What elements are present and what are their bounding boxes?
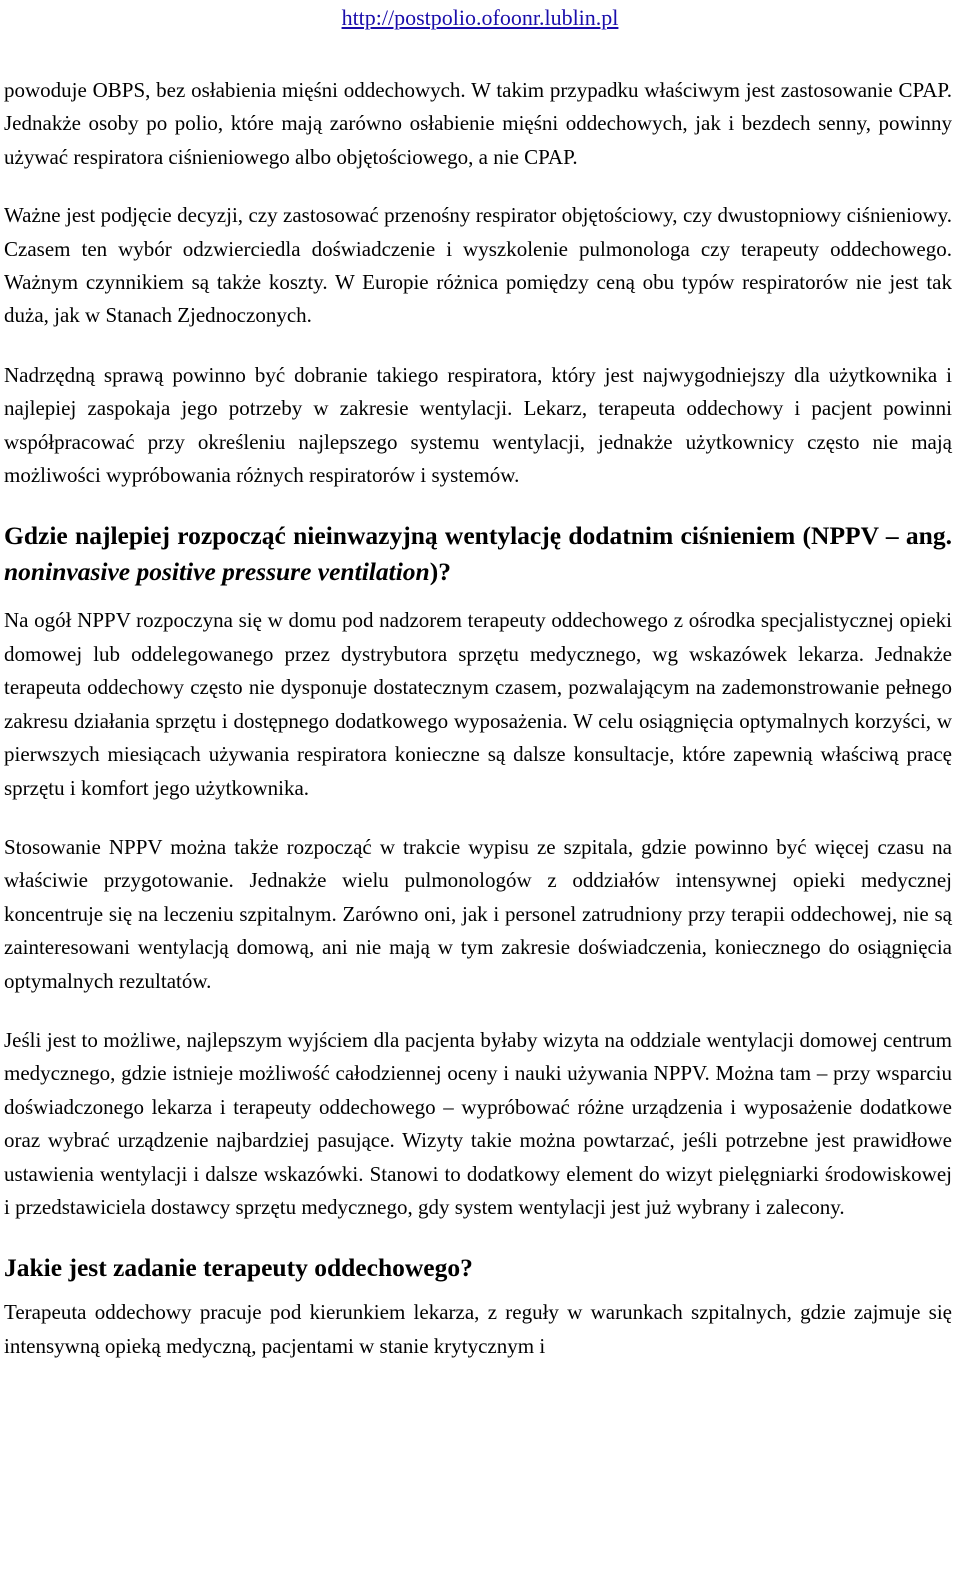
- heading-nppv-english-term: noninvasive positive pressure ventilation: [4, 557, 430, 587]
- paragraph-3: Nadrzędną sprawą powinno być dobranie takiego respiratora, który jest najwygodniejszy dla użytkownika i najlepiej zaspokaja jego potrzeby w zakresie wentylacji. Lekarz, terapeuta oddechowy i pacjent powinni współpracować przy określeniu najlepszego systemu wentylacji, jednakże użytkownicy często nie mają możliwości wypróbowania różnych respiratorów i systemów.: [4, 362, 952, 488]
- paragraph-1: powoduje OBPS, bez osłabienia mięśni oddechowych. W takim przypadku właściwym jest zastosowanie CPAP. Jednakże osoby po polio, które mają zarówno osłabienie mięśni oddechowych, jak i bezdech senny, powinny używać respiratora ciśnieniowego albo objętościowego, a nie CPAP.: [4, 78, 952, 169]
- paragraph-6: Jeśli jest to możliwe, najlepszym wyjściem dla pacjenta byłaby wizyta na oddziale wentylacji domowej centrum medycznego, gdzie istnieje możliwość całodziennej oceny i nauki używania NPPV. Można tam – przy wsparciu doświadczonego lekarza i terapeuty oddechowego – wypróbować różne urządzenia i wyposażenie dodatkowe oraz wybrać urządzenie najbardziej pasujące. Wizyty takie można powtarzać, jeśli potrzebne jest prawidłowe ustawienia wentylacji i dalsze wskazówki. Stanowi to dodatkowy element do wizyt pielęgniarki środowiskowej i przedstawiciela dostawcy sprzętu medycznego, gdy system wentylacji jest już wybrany i zalecony.: [4, 1027, 952, 1219]
- section-heading-nppv: [4, 518, 952, 590]
- paragraph-2: Ważne jest podjęcie decyzji, czy zastosować przenośny respirator objętościowy, czy dwustopniowy ciśnieniowy. Czasem ten wybór odzwierciedla doświadczenie i wyszkolenie pulmonologa czy terapeuty oddechowego. Ważnym czynnikiem są także koszty. W Europie różnica pomiędzy ceną obu typów respiratorów nie jest tak duża, jak w Stanach Zjednoczonych.: [4, 203, 952, 328]
- heading-nppv-end: )?: [429, 557, 451, 587]
- section-heading-therapist: Jakie jest zadanie terapeuty oddechowego?: [4, 1253, 473, 1283]
- document-body: [4, 74, 952, 1389]
- header-url-link[interactable]: http://postpolio.ofoonr.lublin.pl: [341, 5, 619, 30]
- paragraph-7: Terapeuta oddechowy pracuje pod kierunkiem lekarza, z reguły w warunkach szpitalnych, gdzie zajmuje się intensywną opieką medyczną, pacjentami w stanie krytycznym i: [4, 1300, 952, 1358]
- paragraph-4: Na ogół NPPV rozpoczyna się w domu pod nadzorem terapeuty oddechowego z ośrodka specjalistycznej opieki domowej lub oddelegowanego przez dystrybutora sprzętu medycznego, wg wskazówek lekarza. Jednakże terapeuta oddechowy często nie dysponuje dostatecznym czasem, pozwalającym na zademonstrowanie pełnego zakresu działania sprzętu i dostępnego dodatkowego wyposażenia. W celu osiągnięcia optymalnych korzyści, w pierwszych miesiącach używania respiratora konieczne są dalsze konsultacje, które zapewnią właściwą pracę sprzętu i komfort jego użytkownika.: [4, 608, 952, 800]
- heading-nppv-text: Gdzie najlepiej rozpocząć nieinwazyjną wentylację dodatnim ciśnieniem (NPPV – ang.: [4, 521, 952, 551]
- paragraph-5: Stosowanie NPPV można także rozpocząć w trakcie wypisu ze szpitala, gdzie powinno być więcej czasu na właściwie przygotowanie. Jednakże wielu pulmonologów z oddziałów intensywnej opieki medycznej koncentruje się na leczeniu szpitalnym. Zarówno oni, jak i personel zatrudniony przy terapii oddechowej, nie są zainteresowani wentylacją domową, ani nie mają w tym zakresie doświadczenia, koniecznego do osiągnięcia optymalnych rezultatów.: [4, 834, 952, 993]
